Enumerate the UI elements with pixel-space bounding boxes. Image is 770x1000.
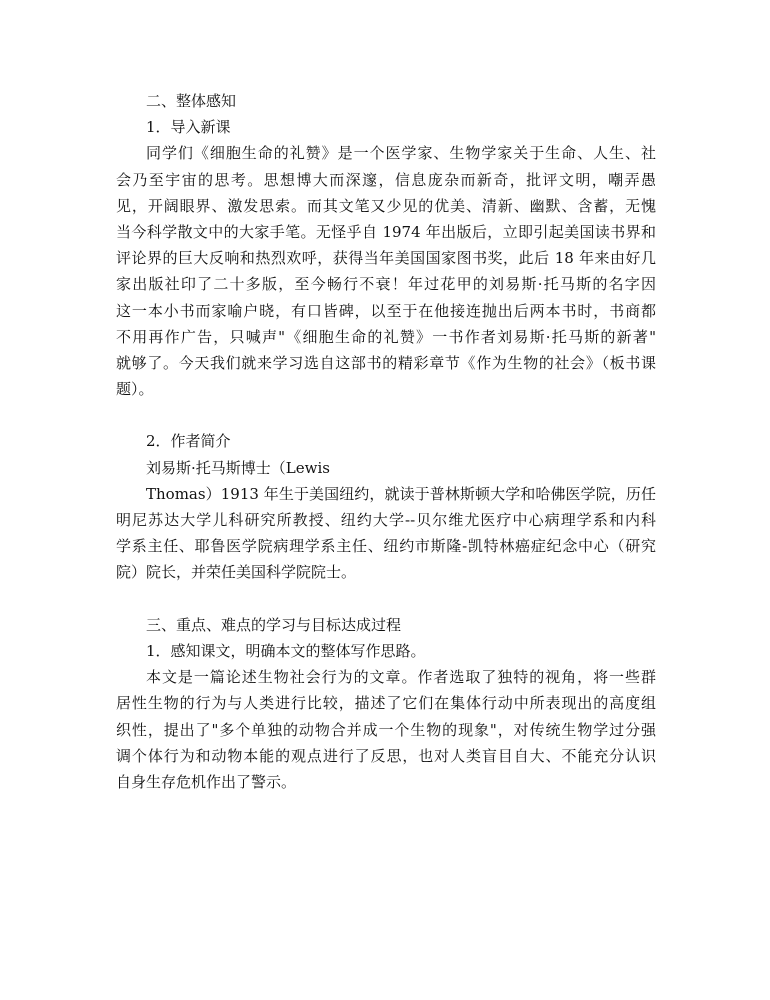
paragraph-line: 家出版社印了二十多版，至今畅行不衰！年过花甲的刘易斯·托马斯的名字因 xyxy=(116,275,656,294)
paragraph-line: 当今科学散文中的大家手笔。无怪乎自 1974 年出版后，立即引起美国读书界和 xyxy=(116,222,656,241)
paragraph-line: 就够了。今天我们就来学习选自这部书的精彩章节《作为生物的社会》（板书课 xyxy=(116,353,656,372)
paragraph-line: 题）。 xyxy=(116,380,154,399)
document-page xyxy=(116,88,656,795)
paragraph-line: 织性，提出了"多个单独的动物合并成一个生物的现象"，对传统生物学过分强 xyxy=(116,720,656,739)
paragraph-line: 明尼苏达大学儿科研究所教授、纽约大学--贝尔维尤医疗中心病理学系和内科 xyxy=(116,511,656,529)
paragraph-line: 评论界的巨大反响和热烈欢呼，获得当年美国国家图书奖，此后 18 年来由好几 xyxy=(116,249,656,268)
paragraph-line: 不用再作广告，只喊声"《细胞生命的礼赞》一书作者刘易斯·托马斯的新著" xyxy=(116,327,656,346)
section-heading: 二、整体感知 xyxy=(146,92,237,110)
paragraph-line: 院）院长，并荣任美国科学院院士。 xyxy=(116,563,357,582)
paragraph-line: 自身生存危机作出了警示。 xyxy=(116,772,297,791)
paragraph-gap xyxy=(116,402,656,428)
paragraph-line: 见，开阔眼界、激发思索。而其文笔又少见的优美、清新、幽默、含蓄，无愧 xyxy=(116,196,656,215)
paragraph-line: Thomas）1913 年生于美国纽约，就读于普林斯顿大学和哈佛医学院，历任 xyxy=(146,484,656,503)
paragraph-line: 本文是一篇论述生物社会行为的文章。作者选取了独特的视角，将一些群 xyxy=(146,668,656,687)
paragraph-line: 会乃至宇宙的思考。思想博大而深邃，信息庞杂而新奇，批评文明，嘲弄愚 xyxy=(116,170,656,189)
subsection-heading: 1．导入新课 xyxy=(146,118,231,137)
paragraph-line: 调个体行为和动物本能的观点进行了反思，也对人类盲目自大、不能充分认识 xyxy=(116,746,656,765)
paragraph-line: 这一本小书而家喻户晓，有口皆碑，以至于在他接连抛出后两本书时，书商都 xyxy=(116,301,656,320)
paragraph-line: 居性生物的行为与人类进行比较，描述了它们在集体行动中所表现出的高度组 xyxy=(116,694,656,713)
paragraph-gap xyxy=(116,586,656,612)
subsection-heading: 1．感知课文，明确本文的整体写作思路。 xyxy=(146,641,426,660)
paragraph-line: 刘易斯·托马斯博士（Lewis xyxy=(146,458,330,477)
paragraph-line: 学系主任、耶鲁医学院病理学系主任、纽约市斯隆-凯特林癌症纪念中心（研究 xyxy=(116,537,656,556)
paragraph-line: 同学们《细胞生命的礼赞》是一个医学家、生物学家关于生命、人生、社 xyxy=(146,144,656,163)
subsection-heading: 2．作者简介 xyxy=(146,432,231,451)
section-heading: 三、重点、难点的学习与目标达成过程 xyxy=(146,615,402,634)
